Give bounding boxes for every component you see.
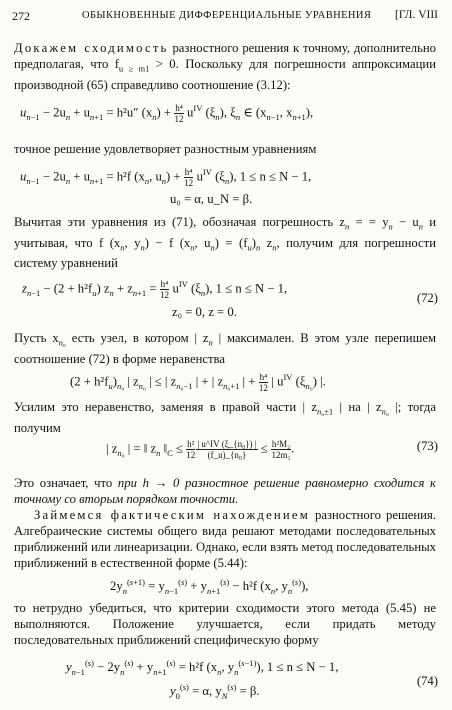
eq1-interval: ∈ (x: [240, 105, 267, 120]
paragraph-1: Докажем сходимость разностного решения к точному, дополнительно предполагая, что $f_{u \ge m1} > 0$. Поскольку для погрешности аппроксимации производной (65) справедливо соотношение (3.12):: [14, 41, 436, 92]
spaced-lead: Докажем сходимость: [14, 41, 169, 55]
eq1-u: u: [20, 105, 27, 120]
equation-number-74: (74): [416, 674, 438, 688]
eq1-eqs: = h²u″ (x: [103, 105, 153, 120]
eq1-cond: ), ξ: [219, 105, 236, 120]
italic-conclusion: при h → 0 разностное решение равномерно сходится к точному со вторым порядком точности.: [14, 476, 436, 506]
paragraph-8: то нетрудно убедиться, что критерии сходимости этого метода (5.45) не выполняются. Положение улучшается, если придать методу последовательных приближений специфическую форму: [14, 601, 436, 647]
eq1-interval-end: , x: [279, 105, 293, 120]
eq2-frac: $\frac{\text{h⁴}}{12}$: [184, 167, 194, 188]
p1-text: разностного решения к точному, дополнительно предполагая, что f: [14, 41, 436, 71]
p1-cond: u ≥ m: [118, 63, 146, 74]
eq5-frac-1: $\frac{\text{h²}}{12}$: [186, 439, 196, 460]
eq1-mid: − 2u: [39, 105, 66, 120]
eq1-frac: $\frac{\text{h⁴}}{12}$: [174, 103, 184, 124]
eq1-after: u: [183, 105, 194, 120]
p1-tail: > 0. Поскольку для погрешности аппроксимации производной (65) справедливо соотношение (3.12):: [14, 57, 436, 92]
paragraph-3: Вычитая эти уравнения из (71), обозначая погрешность $z_n$ = = $y_n - u_n$ и учитывая, что f ($x_n$, $y_n) - f$ ($x_n$, $u_n) = (f_u)_n$ $z_n$, получим для погрешности систему уравнений: [14, 215, 437, 271]
chapter-label: [ГЛ. VIII: [395, 9, 438, 21]
paragraph-2: точное решение удовлетворяет разностным уравнениям: [14, 142, 317, 156]
paragraph-4: Пусть $x_{n_0}$ есть узел, в котором | $z_n$ | максимален. В этом узле перепишем соотношение (72) в форме неравенства: [14, 331, 437, 366]
eq1-xi: (ξ: [202, 105, 216, 120]
eq5-frac-3: $\frac{\text{h²M₂}}{\text{12m₁}}$: [271, 439, 291, 460]
equation-number-73: (73): [416, 439, 438, 453]
equation-number-72: (72): [416, 291, 438, 305]
eq4-frac: $\frac{\text{h⁴}}{12}$: [258, 372, 268, 393]
running-header: [12, 9, 438, 25]
eq3-frac: $\frac{\text{h⁴}}{12}$: [159, 279, 169, 300]
eq5-frac-2: $\frac{\text{| u\textasciicircum{}IV (ξ\_\{n₀\}) |}}{\text{(f\_u)\_\{n₀\}}}$: [197, 439, 257, 460]
paragraph-6: Это означает, что при h → 0 разностное решение равномерно сходится к точному со вторым порядком точности.: [14, 476, 436, 506]
book-page: 272 ОБЫКНОВЕННЫЕ ДИФФЕРЕНЦИАЛЬНЫЕ УРАВНЕНИЯ [ГЛ. VIII Докажем сходимость разностного решения к точному, дополнительно предполагая, что $f_{u \ge m1} > 0$. Поскольку для погрешности аппроксимации производной (65) справедливо соотношение (3.12): $u_{n-1} - 2u_n + u_{n+1} = h^2u''$ $(x_n)$ + $\frac{\text{h⁴}}{12}$ $u^{IV}$ $(\xi_n)$, $\xi_n$ ∈ ($x_{n-1}$, $x_{n+1}$), точное решение удовлетворяет разностным уравнениям $u_{n-1} - 2u_n + u_{n+1} = h^2f$ ($x_n$, $u_n$) + $\frac{\text{h⁴}}{12}$ $u^{IV}$ $(\xi_n)$, 1 ≤ n ≤ N − 1, u₀ = α, u_N = β. Вычитая эти уравнения из (71), обозначая погрешность $z_n$ = = $y_n - u_n$ и учитывая, что f ($x_n$, $y_n) - f$ ($x_n$, $u_n) = (f_u)_n$ $z_n$, получим для погрешности систему уравнений $z_{n-1} - (2 + h^2f_u) z_n + z_{n+1}$ = $\frac{\text{h⁴}}{12}$ $u^{IV}$ $(\xi_n)$, 1 ≤ n ≤ N − 1, (72) z₀ = 0, z = 0. Пусть $x_{n_0}$ есть узел, в котором | $z_n$ | максимален. В этом узле перепишем соотношение (72) в форме неравенства $(2 + h^2f_u)_{n_0}$ | $z_{n_0}$ | ≤ | $z_{n_0-1}$ | + | $z_{n_0+1}$ | + $\frac{\text{h⁴}}{12}$ | $u^{IV}$ $(\xi_{n_0})$ |. Усилим это неравенство, заменяя в правой части | $z_{n_0\pm 1}$ | на | $z_{n_0}$ |; тогда получим | $z_{n_0}$ | = ‖ $z_n$ $‖_C$ ≤ $\frac{\text{h²}}{12}$ $\frac{\text{| u\textasciicircum{}IV (ξ\_\{n₀\}) |}}{\text{(f\_u)\_\{n₀\}}}$ ≤ $\frac{\text{h²M₂}}{\text{12m₁}}$ . (73) Это означает, что при h → 0 разностное решение равномерно сходится к точному со вторым порядком точности. Займемся фактическим нахождением разностного решения. Алгебраические системы общего вида решают методами последовательных приближений или линеаризации. Однако, если взять метод последовательных приближений в естественной форме (5.44): $2y_n^{(s+1)} = y_{n-1}^{(s)} + y_{n+1}^{(s)} - h^2f$ ($x_n$, $y_n^{(s)}$), то нетрудно убедиться, что критерии сходимости этого метода (5.45) не выполняются. Положение улучшается, если придать методу последовательных приближений специфическую форму $y_{n-1}^{(s)} - 2y_n^{(s)} + y_{n+1}^{(s)} = h^2f$ ($x_n$, $y_n^{(s-1)}$), 1 ≤ n ≤ N − 1, (74) $y_0^{(s)} = \alpha$, $y_N^{(s)} = \beta$.: [12, 9, 438, 701]
eq1-plus: + u: [70, 105, 90, 120]
paragraph-7: Займемся фактическим нахождением разностного решения. Алгебраические системы общего вида решают методами последовательных приближений или линеаризации. Однако, если взять метод последовательных приближений в естественной форме (5.44):: [14, 508, 436, 570]
page-number: 272: [12, 9, 30, 23]
chapter-title: ОБЫКНОВЕННЫЕ ДИФФЕРЕНЦИАЛЬНЫЕ УРАВНЕНИЯ: [82, 10, 372, 21]
paragraph-5: Усилим это неравенство, заменяя в правой части | $z_{n_0\pm 1}$ | на | $z_{n_0}$ |; тогда получим: [14, 400, 436, 435]
eq1-close: ),: [305, 105, 314, 120]
